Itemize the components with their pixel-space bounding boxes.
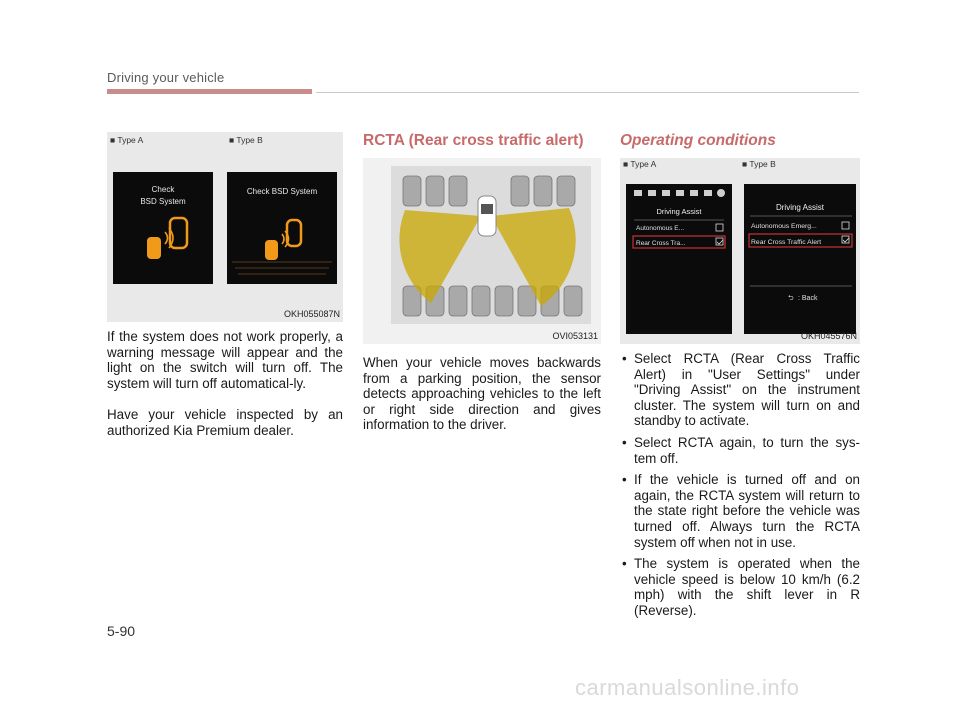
page-number: 5-90 [107,623,136,639]
list-item: • Select RCTA (Rear Cross Traffic Alert) in "User Settings" under "Driving Assist" on the instrument cluster. The system will turn on and standby to activate. [620,351,860,429]
svg-text:⮌: ⮌ [788,295,794,302]
paragraph: When your vehicle moves backwards from a parking position, the sensor detects approaching vehicles to the left or right side direction and gives information to the driver. [363,355,601,433]
menu-a-title: Driving Assist [656,207,702,216]
type-a-label: ■ Type A [110,135,144,145]
list-item: • Select RCTA again, to turn the sys-tem off. [620,435,860,466]
figure-code: OKH055087N [283,309,340,319]
figure-code: OVI053131 [552,331,598,341]
rcta-figure [363,158,601,344]
screen-a-line1: Check [151,185,175,194]
driving-assist-illustration [620,158,860,344]
operating-conditions-heading: Operating conditions [620,132,776,149]
paragraph: If the system does not work properly, a warning message will appear and the light on the switch will turn off. The system will turn off automatical-ly. [107,329,343,391]
screen-a-line2: BSD System [140,197,186,206]
rcta-heading: RCTA (Rear cross traffic alert) [363,132,584,149]
col1-text [107,329,343,455]
watermark: carmanualsonline.info [575,675,800,700]
header-rule [316,92,859,93]
section-title: Driving your vehicle [107,70,225,85]
screen-b-line1: Check BSD System [246,187,318,196]
operating-conditions-list [620,351,860,625]
bsd-warning-figure [107,132,343,322]
menu-a-item2: Rear Cross Tra... [636,240,686,247]
type-b-label: ■ Type B [229,135,263,145]
menu-a-item1: Autonomous E... [636,225,685,232]
menu-b-title: Driving Assist [775,203,825,212]
menu-b-item2: Rear Cross Traffic Alert [751,239,822,246]
driving-assist-figure [620,158,860,344]
list-item: • If the vehicle is turned off and on again, the RCTA system will return to the state right before the vehicle was turned off. Always turn the RCTA system off when not in use. [620,472,860,550]
list-item: • The system is operated when the vehicle speed is below 10 km/h (6.2 mph) with the shift lever in R (Reverse). [620,556,860,618]
paragraph: Have your vehicle inspected by an authorized Kia Premium dealer. [107,407,343,438]
header-accent-bar [107,89,312,94]
type-b-label: ■ Type B [742,159,776,169]
col2-text [363,355,601,449]
menu-b-back: : Back [798,295,818,302]
figure-code: OKH045576N [800,331,857,341]
menu-b-item1: Autonomous Emerg... [751,223,817,230]
rcta-parking-illustration [363,158,601,344]
bsd-warning-illustration [107,132,343,322]
type-a-label: ■ Type A [623,159,657,169]
